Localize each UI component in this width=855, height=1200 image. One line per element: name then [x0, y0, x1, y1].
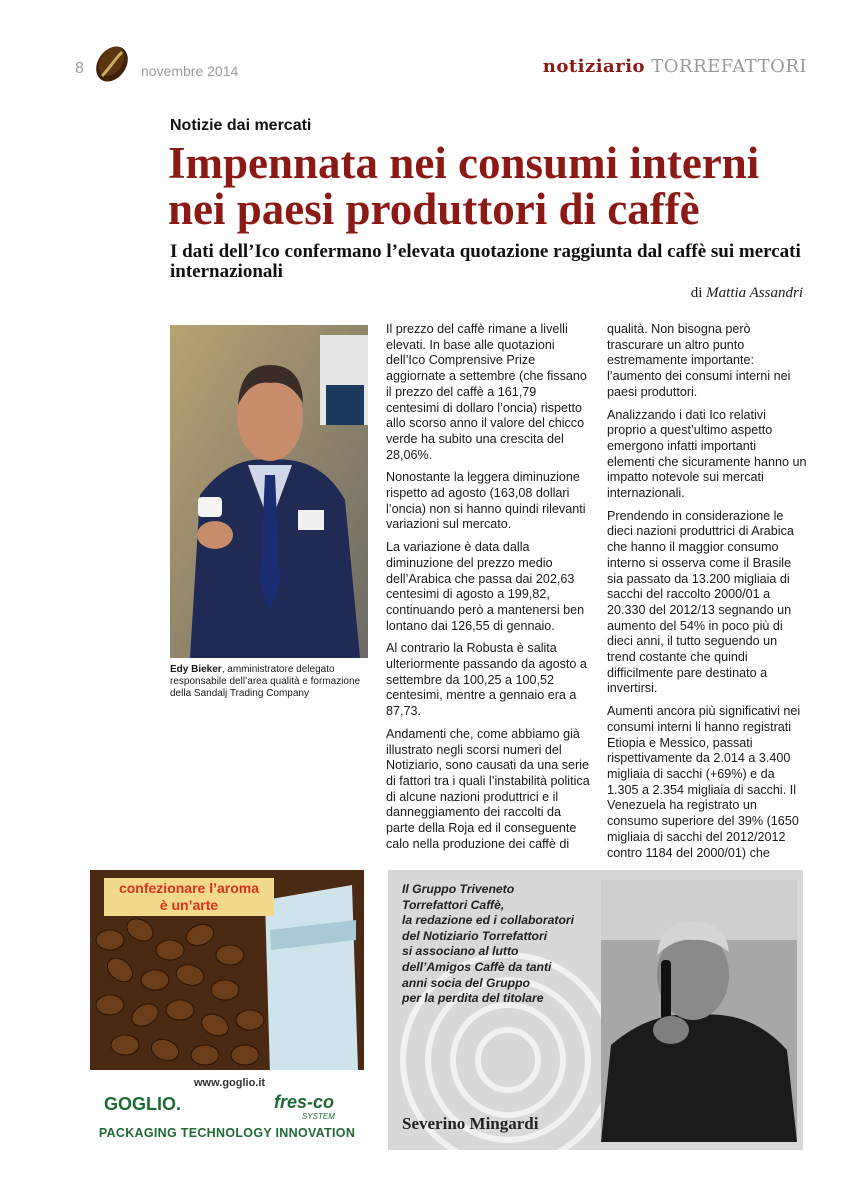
ad-url: www.goglio.it — [194, 1077, 266, 1089]
issue-date: novembre 2014 — [141, 63, 239, 79]
notice-line: del Notiziario Torrefattori — [402, 928, 548, 943]
notice-line: Torrefattori Caffè, — [402, 897, 505, 912]
fresco-logo: fres-co — [274, 1092, 335, 1112]
ad-tagline: PACKAGING TECHNOLOGY INNOVATION — [98, 1126, 356, 1140]
byline — [691, 285, 803, 302]
author-name: Mattia Assandri — [706, 285, 803, 301]
goglio-advertisement — [90, 870, 364, 1152]
paragraph: Aumenti ancora più significativi nei consumi interni li hanno registrati Etiopia e Messico, passati rispettivamente da 2.014 a 3.400 migliaia di sacchi (+69%) e da 1.305 a 2.354 migliaia di sacchi. Il Venezuela ha registrato un consumo superiore del 39% (1650 migliaia di sacchi del 2012/2012 contro 1184 del 2000/01) che — [607, 704, 801, 860]
page-number: 8 — [75, 60, 84, 77]
photo-illustration — [170, 325, 368, 658]
photo-caption — [170, 664, 370, 700]
paragraph: Andamenti che, come abbiamo già illustrato negli scorsi numeri del Notiziario, sono causati da una serie di fattori tra i quali l’instabilità politica di alcune nazioni produttrici e il danneggiamento dei raccolti da parte della Roja ed il conseguente calo nella produzione dei caffè di — [386, 726, 590, 851]
notice-line: Il Gruppo Triveneto — [402, 882, 515, 896]
ad-headline — [104, 878, 274, 916]
ad-headline-line: confezionare l’aroma — [118, 880, 260, 896]
paragraph: Al contrario la Robusta è salita ulteriormente passando da agosto a settembre da 100,25 a 100,52 centesimi, mentre a gennaio era a 87,73. — [386, 641, 587, 719]
article-subtitle: I dati dell’Ico confermano l’elevata quotazione raggiunta dal caffè sui mercati internazionali — [170, 241, 801, 282]
coffee-bean-icon — [92, 44, 132, 84]
portrait-photo — [601, 880, 797, 1142]
article-column-1 — [386, 322, 591, 860]
goglio-logo: GOGLIO. — [104, 1094, 182, 1114]
notice-line: dell’Amigos Caffè da tanti — [402, 959, 552, 974]
article-photo — [170, 325, 368, 658]
ad-headline-line: è un’arte — [159, 897, 219, 913]
byline-prefix: di — [690, 285, 703, 301]
portrait-illustration — [601, 880, 797, 1142]
notice-line: la redazione ed i collaboratori — [402, 913, 575, 928]
caption-name: Edy Bieker — [170, 664, 222, 675]
masthead — [543, 56, 807, 77]
condolence-notice — [388, 870, 803, 1150]
article-column-2 — [607, 322, 807, 868]
person-name: Severino Mingardi — [402, 1114, 539, 1133]
notice-line: per la perdita del titolare — [402, 991, 544, 1006]
notice-line: si associano al lutto — [402, 944, 519, 959]
fresco-system-label: SYSTEM — [302, 1112, 335, 1121]
section-label: Notizie dai mercati — [170, 117, 312, 134]
masthead-secondary: TORREFATTORI — [651, 56, 807, 77]
paragraph: qualità. Non bisogna però trascurare un altro punto estremamente importante: l’aumento dei consumi interni nei paesi produttori. — [607, 322, 791, 399]
paragraph: Prendendo in considerazione le dieci nazioni produttrici di Arabica che hanno il maggior consumo interno si osserva come il Brasile sia passato da 13.200 migliaia di sacchi del raccolto 2000/01 a 20.330 del 2012/13 segnando un aumento del 54% in poco più di dieci anni, il tutto seguendo un trend costante che quindi difficilmente pare destinato a invertirsi. — [607, 508, 794, 696]
paragraph: Il prezzo del caffè rimane a livelli elevati. In base alle quotazioni dell’Ico Comprensive Prize aggiornate a settembre (che fissano il prezzo del caffè a 161,79 centesimi di dollaro l’oncia) rispetto allo scorso anno il valore del chicco verde ha subito una crescita del 28,06%. — [386, 322, 587, 462]
notice-text — [402, 882, 607, 1007]
masthead-primary: notiziario — [542, 56, 646, 77]
paragraph: Nonostante la leggera diminuzione rispetto ad agosto (163,08 dollari l’oncia) non si hanno quindi rilevanti variazioni sul mercato. — [386, 470, 586, 532]
caption-text: , amministratore delegato responsabile dell’area qualità e formazione della Sandalj Trading Company — [170, 664, 361, 699]
notice-line: anni socia del Gruppo — [402, 975, 530, 990]
paragraph: Analizzando i dati Ico relativi proprio a quest’ultimo aspetto emergono infatti importanti elementi che sicuramente hanno un impatto notevole sui mercati internazionali. — [607, 407, 807, 501]
paragraph: La variazione è data dalla diminuzione del prezzo medio dell’Arabica che passa dai 202,63 centesimi di agosto a 199,82, continuando però a mantenersi ben lontano dai 126,55 di gennaio. — [386, 540, 585, 633]
article-title: Impennata nei consumi interni nei paesi produttori di caffè — [168, 138, 760, 234]
